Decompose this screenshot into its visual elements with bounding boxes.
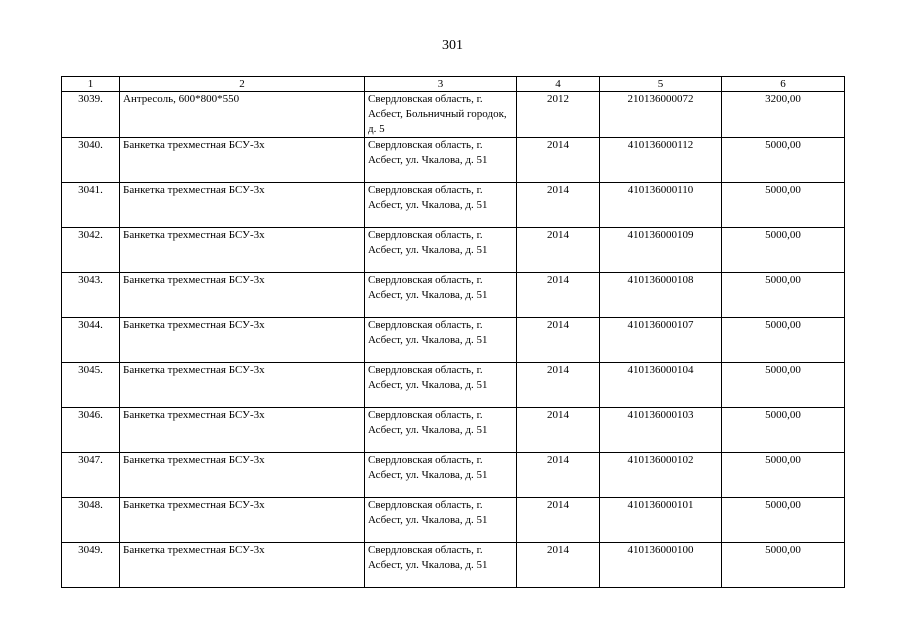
row-number-cell: 3039. xyxy=(62,92,120,138)
table-row xyxy=(62,453,845,498)
address-cell: Свердловская область, г. Асбест, ул. Чкалова, д. 51 xyxy=(365,363,517,408)
address-cell: Свердловская область, г. Асбест, ул. Чкалова, д. 51 xyxy=(365,183,517,228)
inventory-number-cell: 210136000072 xyxy=(600,92,722,138)
cost-cell: 5000,00 xyxy=(722,273,845,318)
row-number-cell: 3045. xyxy=(62,363,120,408)
year-cell: 2014 xyxy=(517,273,600,318)
address-cell: Свердловская область, г. Асбест, Больничный городок, д. 5 xyxy=(365,92,517,138)
item-name-cell: Антресоль, 600*800*550 xyxy=(120,92,365,138)
year-cell: 2014 xyxy=(517,363,600,408)
row-number-cell: 3046. xyxy=(62,408,120,453)
year-cell: 2014 xyxy=(517,543,600,588)
address-cell: Свердловская область, г. Асбест, ул. Чкалова, д. 51 xyxy=(365,408,517,453)
year-cell: 2014 xyxy=(517,138,600,183)
inventory-number-cell: 410136000112 xyxy=(600,138,722,183)
cost-cell: 3200,00 xyxy=(722,92,845,138)
inventory-number-cell: 410136000108 xyxy=(600,273,722,318)
cost-cell: 5000,00 xyxy=(722,363,845,408)
table-row xyxy=(62,228,845,273)
inventory-number-cell: 410136000104 xyxy=(600,363,722,408)
table-row xyxy=(62,498,845,543)
item-name-cell: Банкетка трехместная БСУ-3х xyxy=(120,183,365,228)
cost-cell: 5000,00 xyxy=(722,228,845,273)
address-cell: Свердловская область, г. Асбест, ул. Чкалова, д. 51 xyxy=(365,543,517,588)
year-cell: 2014 xyxy=(517,318,600,363)
table-row xyxy=(62,138,845,183)
year-cell: 2014 xyxy=(517,228,600,273)
row-number-cell: 3043. xyxy=(62,273,120,318)
table-row xyxy=(62,92,845,138)
year-cell: 2012 xyxy=(517,92,600,138)
table-row xyxy=(62,543,845,588)
address-cell: Свердловская область, г. Асбест, ул. Чкалова, д. 51 xyxy=(365,228,517,273)
cost-cell: 5000,00 xyxy=(722,408,845,453)
column-header-6: 6 xyxy=(722,77,845,92)
row-number-cell: 3041. xyxy=(62,183,120,228)
inventory-number-cell: 410136000101 xyxy=(600,498,722,543)
table-row xyxy=(62,408,845,453)
year-cell: 2014 xyxy=(517,408,600,453)
year-cell: 2014 xyxy=(517,453,600,498)
row-number-cell: 3048. xyxy=(62,498,120,543)
item-name-cell: Банкетка трехместная БСУ-3х xyxy=(120,318,365,363)
address-cell: Свердловская область, г. Асбест, ул. Чкалова, д. 51 xyxy=(365,453,517,498)
year-cell: 2014 xyxy=(517,183,600,228)
item-name-cell: Банкетка трехместная БСУ-3х xyxy=(120,408,365,453)
table-row xyxy=(62,183,845,228)
column-header-5: 5 xyxy=(600,77,722,92)
table-row xyxy=(62,273,845,318)
item-name-cell: Банкетка трехместная БСУ-3х xyxy=(120,498,365,543)
inventory-number-cell: 410136000102 xyxy=(600,453,722,498)
inventory-number-cell: 410136000103 xyxy=(600,408,722,453)
item-name-cell: Банкетка трехместная БСУ-3х xyxy=(120,543,365,588)
cost-cell: 5000,00 xyxy=(722,138,845,183)
cost-cell: 5000,00 xyxy=(722,543,845,588)
page-number: 301 xyxy=(442,38,463,53)
table-row xyxy=(62,318,845,363)
cost-cell: 5000,00 xyxy=(722,318,845,363)
inventory-number-cell: 410136000109 xyxy=(600,228,722,273)
address-cell: Свердловская область, г. Асбест, ул. Чкалова, д. 51 xyxy=(365,138,517,183)
inventory-number-cell: 410136000107 xyxy=(600,318,722,363)
item-name-cell: Банкетка трехместная БСУ-3х xyxy=(120,363,365,408)
item-name-cell: Банкетка трехместная БСУ-3х xyxy=(120,453,365,498)
cost-cell: 5000,00 xyxy=(722,498,845,543)
row-number-cell: 3044. xyxy=(62,318,120,363)
item-name-cell: Банкетка трехместная БСУ-3х xyxy=(120,228,365,273)
column-header-2: 2 xyxy=(120,77,365,92)
item-name-cell: Банкетка трехместная БСУ-3х xyxy=(120,138,365,183)
column-header-1: 1 xyxy=(62,77,120,92)
row-number-cell: 3042. xyxy=(62,228,120,273)
address-cell: Свердловская область, г. Асбест, ул. Чкалова, д. 51 xyxy=(365,498,517,543)
table-row xyxy=(62,363,845,408)
inventory-number-cell: 410136000110 xyxy=(600,183,722,228)
property-registry-table xyxy=(61,76,845,588)
column-header-4: 4 xyxy=(517,77,600,92)
row-number-cell: 3049. xyxy=(62,543,120,588)
row-number-cell: 3040. xyxy=(62,138,120,183)
cost-cell: 5000,00 xyxy=(722,183,845,228)
cost-cell: 5000,00 xyxy=(722,453,845,498)
address-cell: Свердловская область, г. Асбест, ул. Чкалова, д. 51 xyxy=(365,318,517,363)
inventory-number-cell: 410136000100 xyxy=(600,543,722,588)
item-name-cell: Банкетка трехместная БСУ-3х xyxy=(120,273,365,318)
column-number-header-row xyxy=(62,77,845,92)
address-cell: Свердловская область, г. Асбест, ул. Чкалова, д. 51 xyxy=(365,273,517,318)
column-header-3: 3 xyxy=(365,77,517,92)
year-cell: 2014 xyxy=(517,498,600,543)
row-number-cell: 3047. xyxy=(62,453,120,498)
